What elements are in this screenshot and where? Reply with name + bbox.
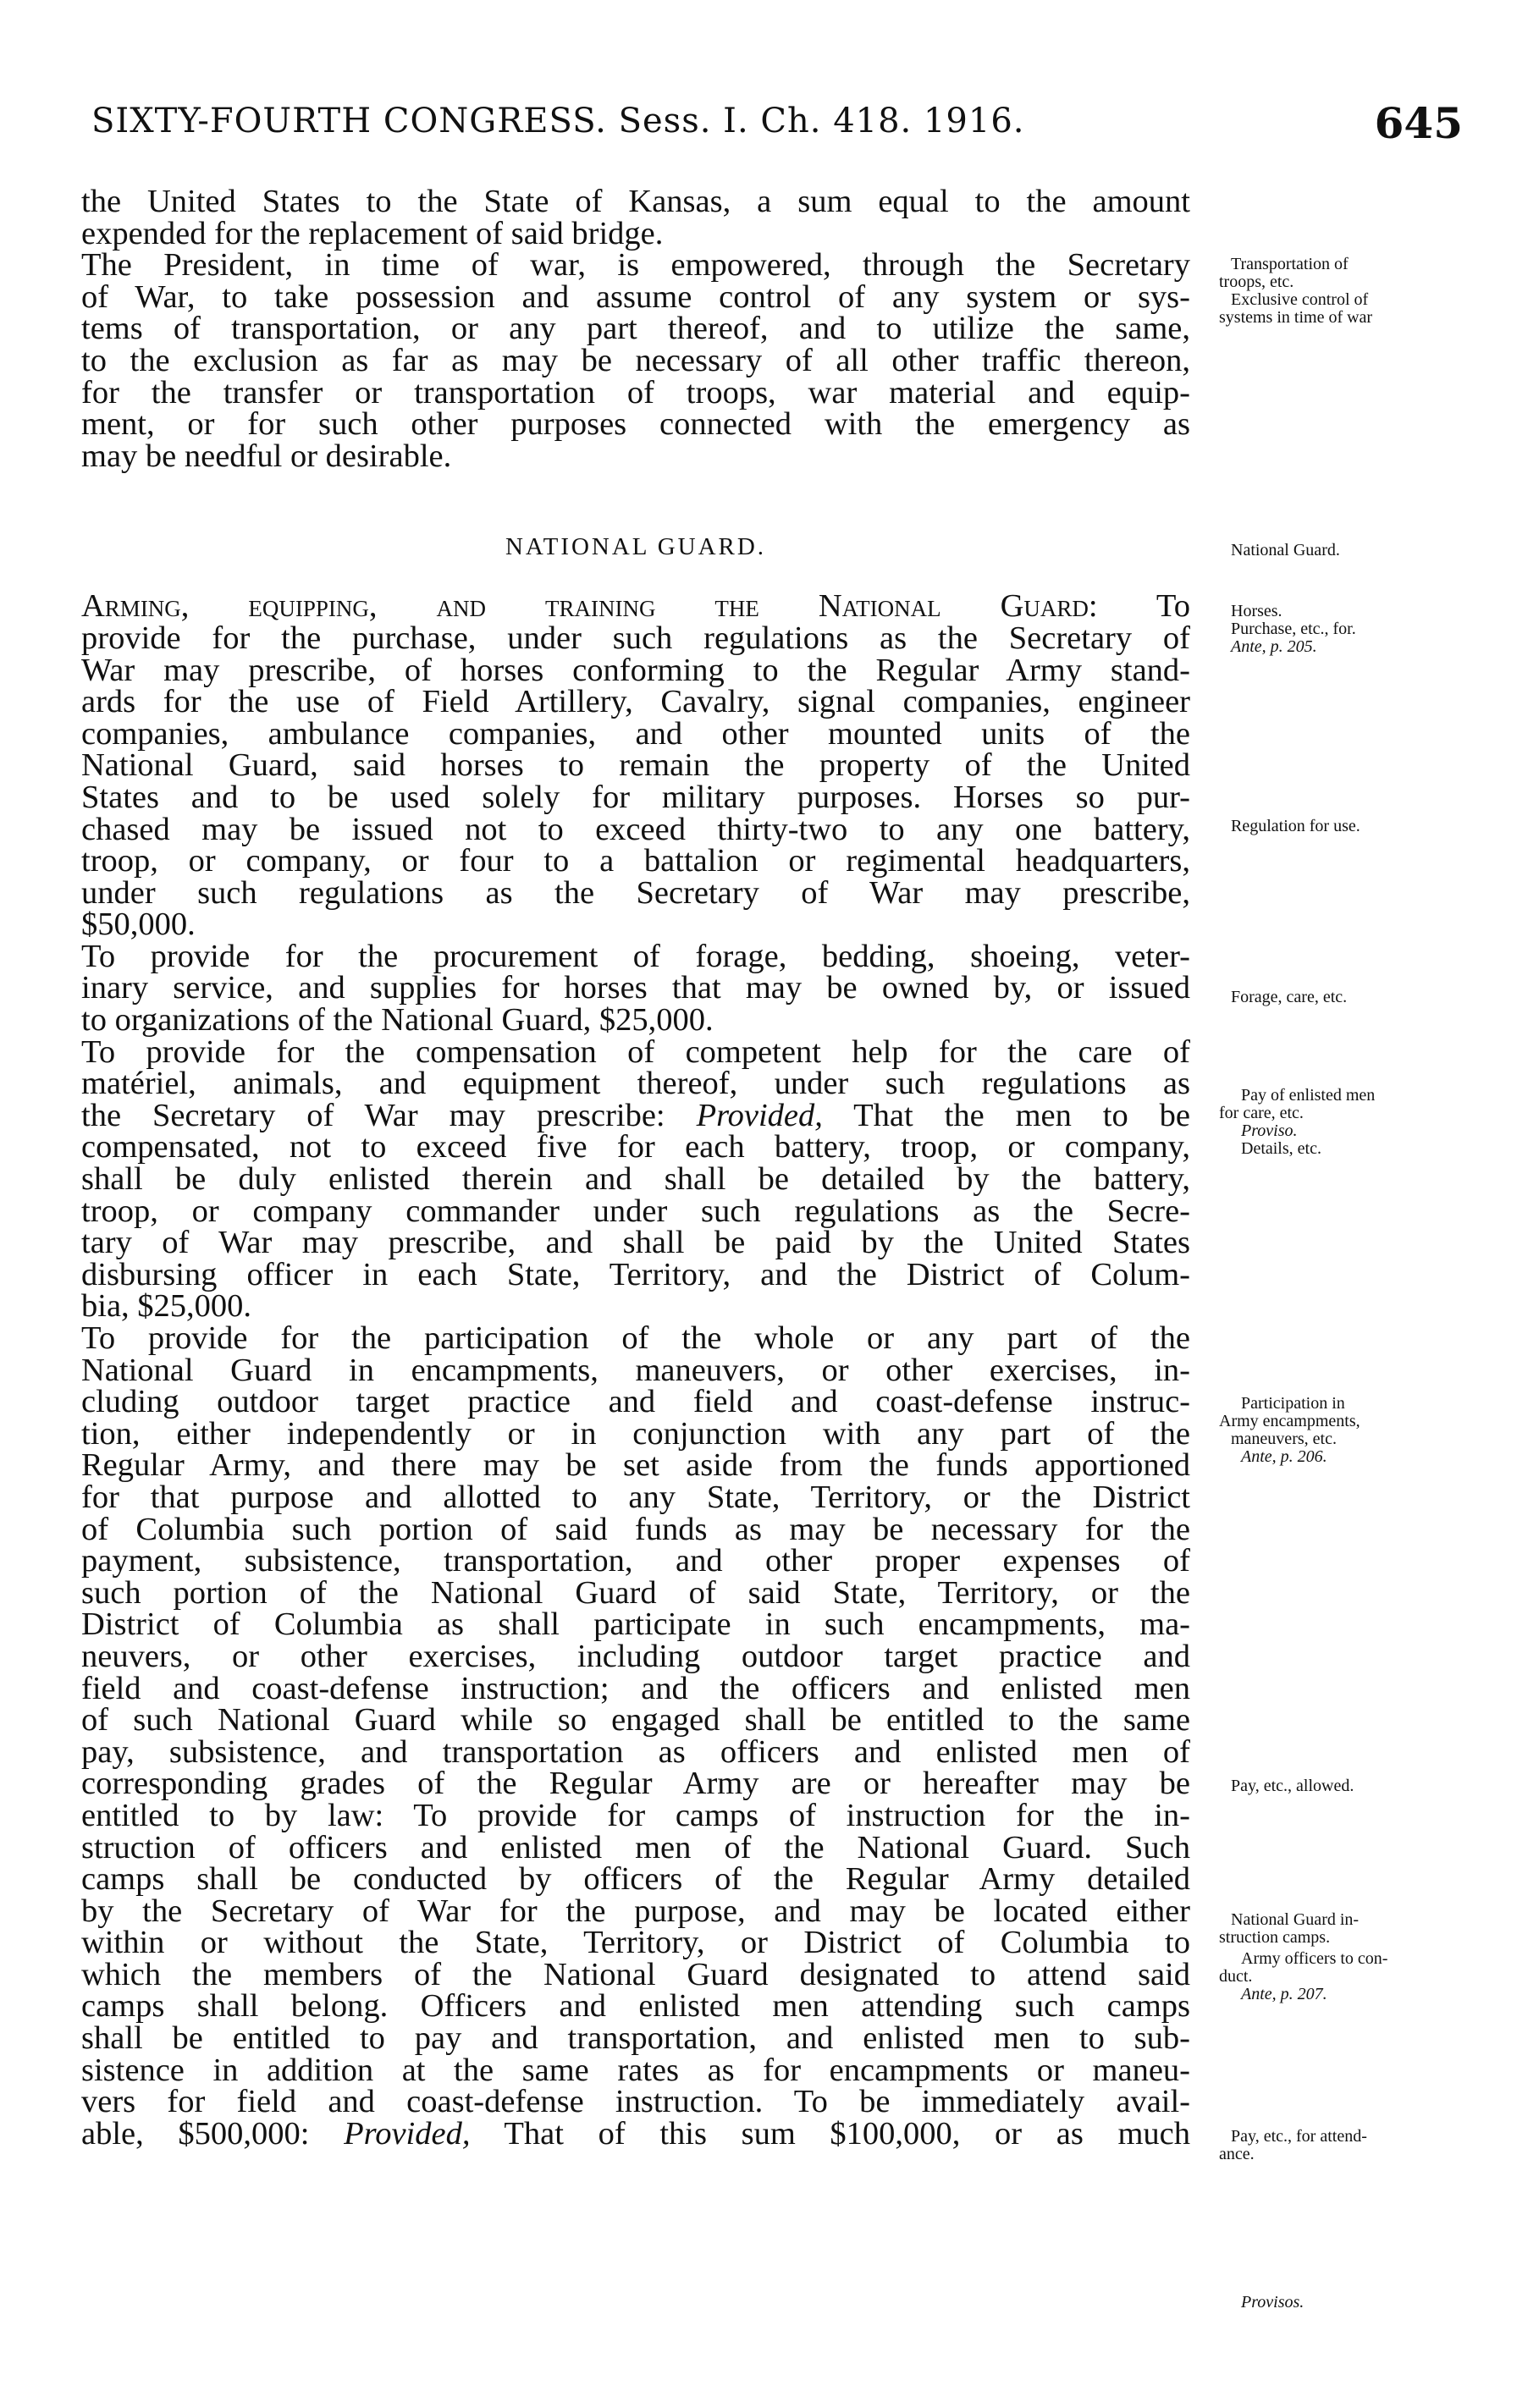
text-line: States and to be used solely for military purposes. Horses so pur- xyxy=(81,779,1190,815)
text-line: The President, in time of war, is empowered, through the Secretary xyxy=(81,247,1190,284)
text-line: entitled to by law: To provide for camps of instruction for the in- xyxy=(81,1797,1190,1833)
margin-note-line: Provisos. xyxy=(1241,2293,1305,2312)
text-span: That the men to be xyxy=(853,1097,1191,1133)
text-line: of such National Guard while so engaged shall be entitled to the same xyxy=(81,1702,1190,1738)
text-line: payment, subsistence, transportation, and other proper expenses of xyxy=(81,1543,1190,1579)
margin-note-line: troops, etc. xyxy=(1219,273,1294,291)
text-line: National Guard in encampments, maneuvers, or other exercises, in- xyxy=(81,1352,1190,1388)
text-line: such portion of the National Guard of said State, Territory, or the xyxy=(81,1574,1190,1611)
text-line: ards for the use of Field Artillery, Cavalry, signal companies, engineer xyxy=(81,684,1190,720)
margin-note-pay-allowed xyxy=(1219,1777,1473,1795)
margin-note-ref: Ante, p. 206. xyxy=(1241,1447,1327,1466)
text-line: District of Columbia as shall participate in such encampments, ma- xyxy=(81,1606,1190,1643)
margin-note-line: Forage, care, etc. xyxy=(1231,988,1348,1006)
text-line xyxy=(81,2115,1191,2152)
margin-note-ref: Ante, p. 205. xyxy=(1231,637,1317,656)
margin-note-instruction-camps xyxy=(1219,1911,1473,1947)
text-span: To xyxy=(1156,588,1190,625)
text-line: troop, or company commander under such regulations as the Secre- xyxy=(81,1193,1190,1229)
text-line xyxy=(81,588,1190,625)
text-line: corresponding grades of the Regular Army are or hereafter may be xyxy=(81,1766,1190,1802)
margin-note-line: Pay, etc., for attend- xyxy=(1231,2127,1367,2146)
margin-note-pay-attendance xyxy=(1219,2128,1473,2163)
proviso-word: Provided, xyxy=(344,2115,471,2152)
page-number: 645 xyxy=(1374,98,1463,148)
margin-note-line: struction camps. xyxy=(1219,1928,1331,1947)
spacer xyxy=(81,472,1190,521)
margin-note-line: Details, etc. xyxy=(1241,1139,1321,1158)
margin-note-line: maneuvers, etc. xyxy=(1231,1430,1337,1448)
paragraph-participation xyxy=(81,1320,1191,2152)
paragraph-compensation xyxy=(81,1033,1191,1325)
margin-note-line: Purchase, etc., for. xyxy=(1231,620,1356,638)
text-line: field and coast-defense instruction; and the officers and enlisted men xyxy=(81,1670,1190,1706)
section-title: NATIONAL GUARD. xyxy=(505,533,767,561)
margin-note-line: Participation in xyxy=(1241,1394,1345,1413)
text-line: $50,000. xyxy=(81,906,196,943)
margin-notes xyxy=(1219,0,1473,2408)
text-line: which the members of the National Guard designated to attend said xyxy=(81,1956,1190,1992)
margin-note-pay-enlisted xyxy=(1219,1087,1473,1158)
text-line: provide for the purchase, under such regulations as the Secretary of xyxy=(81,620,1190,656)
text-line: To provide for the compensation of competent help for the care of xyxy=(81,1033,1190,1070)
text-line: to the exclusion as far as may be necessary of all other traffic thereon, xyxy=(81,342,1190,378)
paragraph-bridge xyxy=(81,186,1190,250)
text-line: tary of War may prescribe, and shall be paid by the United States xyxy=(81,1225,1190,1261)
margin-note-line: National Guard. xyxy=(1231,541,1340,559)
proviso-word: Provided, xyxy=(696,1097,823,1133)
text-line: shall be duly enlisted therein and shall be detailed by the battery, xyxy=(81,1161,1190,1198)
margin-note-line: Pay of enlisted men xyxy=(1241,1086,1376,1105)
margin-note-line: National Guard in- xyxy=(1231,1910,1360,1929)
margin-note-provisos xyxy=(1219,2294,1473,2312)
text-span: able, $500,000: xyxy=(81,2115,310,2152)
text-line: neuvers, or other exercises, including outdoor target practice and xyxy=(81,1638,1190,1674)
text-line: To provide for the participation of the whole or any part of the xyxy=(81,1320,1190,1356)
text-line: troop, or company, or four to a battalion or regimental headquarters, xyxy=(81,843,1190,879)
text-line: cluding outdoor target practice and field and coast-defense instruc- xyxy=(81,1384,1190,1420)
text-line: struction of officers and enlisted men of the National Guard. Such xyxy=(81,1829,1190,1865)
text-line: pay, subsistence, and transportation as officers and enlisted men of xyxy=(81,1733,1190,1770)
margin-note-line: Horses. xyxy=(1231,602,1282,620)
paragraph-transportation xyxy=(81,247,1190,474)
text-line: expended for the replacement of said bridge. xyxy=(81,215,664,251)
text-line: ment, or for such other purposes connected with the emergency as xyxy=(81,406,1190,443)
margin-note-line: Pay, etc., allowed. xyxy=(1231,1777,1354,1795)
margin-note-transportation xyxy=(1219,256,1473,327)
margin-note-regulation xyxy=(1219,818,1473,835)
text-line: of Columbia such portion of said funds as may be necessary for the xyxy=(81,1511,1190,1547)
text-line: inary service, and supplies for horses that may be owned by, or issued xyxy=(81,970,1190,1006)
text-line: National Guard, said horses to remain the property of the United xyxy=(81,747,1190,784)
margin-note-line: ance. xyxy=(1219,2145,1255,2163)
text-line: disbursing officer in each State, Territory, and the District of Colum- xyxy=(81,1256,1190,1292)
text-line: compensated, not to exceed five for each battery, troop, or company, xyxy=(81,1129,1190,1165)
text-line: the United States to the State of Kansas, a sum equal to the amount xyxy=(81,184,1190,219)
text-line xyxy=(81,1097,1191,1133)
text-line: chased may be issued not to exceed thirty-two to any one battery, xyxy=(81,811,1190,847)
margin-note-forage xyxy=(1219,989,1473,1006)
text-line: under such regulations as the Secretary of War may prescribe, xyxy=(81,874,1190,911)
text-line: to organizations of the National Guard, $25,000. xyxy=(81,1002,714,1039)
text-line: tion, either independently or in conjunction with any part of the xyxy=(81,1415,1190,1452)
text-line: bia, $25,000. xyxy=(81,1288,252,1325)
text-line: within or without the State, Territory, or District of Columbia to xyxy=(81,1925,1190,1961)
margin-note-line: Regulation for use. xyxy=(1231,817,1360,835)
margin-note-line: Transportation of xyxy=(1231,255,1349,273)
text-line: camps shall belong. Officers and enlisted men attending such camps xyxy=(81,1988,1190,2025)
text-span: That of this sum $100,000, or as much xyxy=(504,2115,1191,2152)
margin-note-line: systems in time of war xyxy=(1219,308,1373,327)
text-line: matériel, animals, and equipment thereof, under such regulations as xyxy=(81,1066,1190,1102)
margin-note-army-officers xyxy=(1219,1950,1473,2003)
margin-note-ref: Ante, p. 207. xyxy=(1241,1985,1327,2003)
text-line: may be needful or desirable. xyxy=(81,438,452,474)
text-line: camps shall be conducted by officers of the Regular Army detailed xyxy=(81,1861,1190,1898)
paragraph-forage xyxy=(81,938,1190,1039)
margin-note-line: duct. xyxy=(1219,1967,1253,1986)
text-line: vers for field and coast-defense instruction. To be immediately avail- xyxy=(81,2084,1190,2120)
margin-note-proviso: Proviso. xyxy=(1241,1121,1298,1140)
text-line: by the Secretary of War for the purpose, and may be located either xyxy=(81,1893,1190,1929)
text-line: for that purpose and allotted to any State, Territory, or the District xyxy=(81,1479,1190,1515)
margin-note-line: for care, etc. xyxy=(1219,1104,1304,1122)
margin-note-line: Exclusive control of xyxy=(1231,290,1369,309)
text-line: companies, ambulance companies, and other mounted units of the xyxy=(81,715,1190,752)
text-line: To provide for the procurement of forage, bedding, shoeing, veter- xyxy=(81,938,1190,974)
text-line: tems of transportation, or any part thereof, and to utilize the same, xyxy=(81,311,1190,347)
margin-note-participation xyxy=(1219,1395,1473,1466)
text-line: Regular Army, and there may be set aside from the funds apportioned xyxy=(81,1447,1190,1484)
margin-note-line: Army encampments, xyxy=(1219,1412,1360,1430)
paragraph-horses xyxy=(81,588,1190,943)
main-text-column xyxy=(81,186,1190,2150)
running-head: SIXTY-FOURTH CONGRESS. Sess. I. Ch. 418. 1916. xyxy=(91,102,1025,141)
text-line: shall be entitled to pay and transportation, and enlisted men to sub- xyxy=(81,2020,1190,2057)
text-line: for the transfer or transportation of troops, war material and equip- xyxy=(81,374,1190,411)
margin-note-line: Army officers to con- xyxy=(1241,1949,1388,1968)
text-line: War may prescribe, of horses conforming to the Regular Army stand- xyxy=(81,652,1190,688)
text-span: the Secretary of War may prescribe: xyxy=(81,1097,665,1133)
text-line: of War, to take possession and assume control of any system or sys- xyxy=(81,278,1190,315)
margin-note-national-guard xyxy=(1219,542,1473,559)
text-line: sistence in addition at the same rates as for encampments or maneu- xyxy=(81,2052,1190,2088)
paragraph-heading: Arming, equipping, and training the National Guard: xyxy=(81,588,1098,625)
margin-note-horses xyxy=(1219,603,1473,656)
